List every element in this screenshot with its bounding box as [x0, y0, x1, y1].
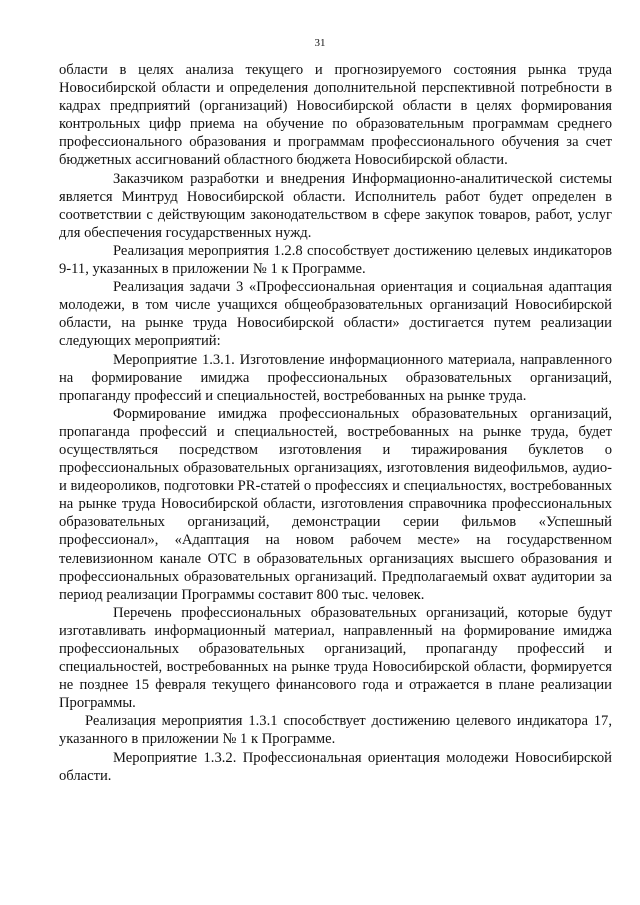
paragraph-image-formation: Формирование имиджа профессиональных образовательных организаций, пропаганда профессий и специальностей, востребованных на рынке труда, будет осуществляться посредством изготовления и тиражирования буклетов о профессиональных образовательных организациях, изготовления видеофильмов, аудио- и видеороликов, подготовки PR-статей о профессиях и специальностях, востребованных на рынке труда Новосибирской области, изготовления справочника профессиональных образовательных организаций, демонстрации серии фильмов «Успешный профессионал», «Адаптация на новом рабочем месте» на государственном телевизионном канале ОТС в образовательных организациях высшего образования и профессиональных образовательных организаций. Предполагаемый охват аудитории за период реализации Программы составит 800 тыс. человек. — [59, 405, 612, 603]
paragraph-customer: Заказчиком разработки и внедрения Информационно-аналитической системы является Минтруд Новосибирской области. Исполнитель работ будет определен в соответствии с действующим законодательством в сфере закупок товаров, работ, услуг для обеспечения государственных нужд. — [59, 170, 612, 241]
paragraph-measure-1-3-1-result: Реализация мероприятия 1.3.1 способствует достижению целевого индикатора 17, указанного в приложении № 1 к Программе. — [59, 713, 612, 748]
paragraph-measure-1-3-2-title: Мероприятие 1.3.2. Профессиональная ориентация молодежи Новосибирской области. — [59, 749, 612, 784]
paragraph-continuation: области в целях анализа текущего и прогнозируемого состояния рынка труда Новосибирской области и определения дополнительной перспективной потребности в кадрах предприятий (организаций) Новосибирской области в целях формирования контрольных цифр приема на обучение по образовательным программам среднего профессионального образования и программам профессионального обучения за счет бюджетных ассигнований областного бюджета Новосибирской области. — [59, 62, 612, 169]
body-text — [59, 61, 612, 785]
paragraph-measure-1-3-1-title: Мероприятие 1.3.1. Изготовление информационного материала, направленного на формирование имиджа профессиональных образовательных организаций, пропаганду профессий и специальностей, востребованных на рынке труда. — [59, 351, 612, 404]
paragraph-measure-1-2-8: Реализация мероприятия 1.2.8 способствует достижению целевых индикаторов 9-11, указанных в приложении № 1 к Программе. — [59, 242, 612, 278]
paragraph-organizations-list: Перечень профессиональных образовательных организаций, которые будут изготавливать информационный материал, направленный на формирование имиджа профессиональных образовательных организаций, пропаганду профессий и специальностей, востребованных на рынке труда Новосибирской области, формируется не позднее 15 февраля текущего финансового года и отражается в плане реализации Программы. — [59, 604, 612, 712]
page-number: 31 — [314, 37, 326, 49]
paragraph-task-3: Реализация задачи 3 «Профессиональная ориентация и социальная адаптация молодежи, в том числе учащихся общеобразовательных организаций Новосибирской области, на рынке труда Новосибирской области» достигается путем реализации следующих мероприятий: — [59, 279, 612, 350]
